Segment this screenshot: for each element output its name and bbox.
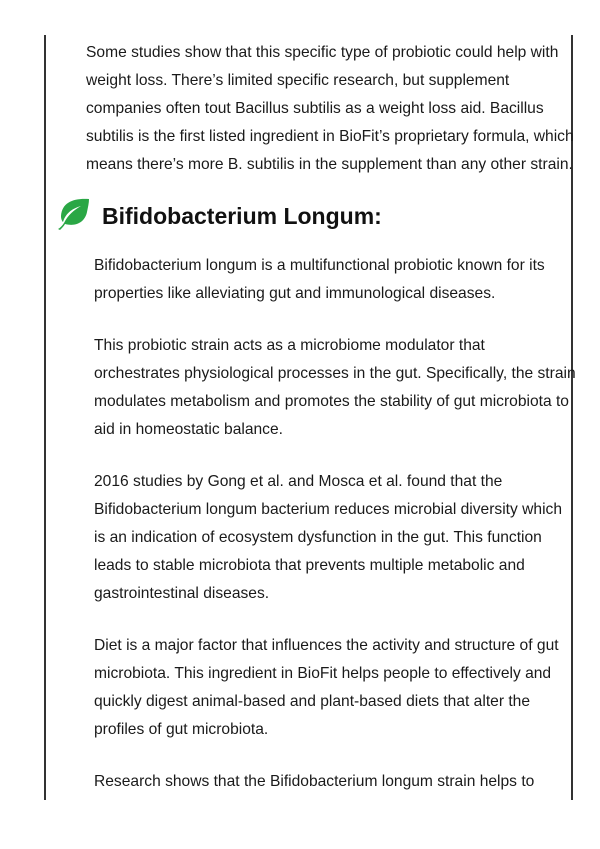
text-line: Bifidobacterium longum bacterium reduces microbial diversity which xyxy=(94,501,563,518)
left-border xyxy=(44,35,46,800)
paragraph xyxy=(94,468,562,608)
text-line: subtilis is the first listed ingredient in BioFit’s proprietary formula, which xyxy=(86,128,574,145)
text-line: is an indication of ecosystem dysfunction in the gut. This function xyxy=(94,529,542,546)
paragraph xyxy=(94,332,576,444)
text-line: This probiotic strain acts as a microbiome modulator that xyxy=(94,337,485,354)
text-line: profiles of gut microbiota. xyxy=(94,721,269,738)
intro-paragraph xyxy=(86,39,574,179)
text-line: aid in homeostatic balance. xyxy=(94,421,283,438)
text-line: leads to stable microbiota that prevents multiple metabolic and xyxy=(94,557,525,574)
text-line: Research shows that the Bifidobacterium longum strain helps to xyxy=(94,773,535,790)
text-line: means there’s more B. subtilis in the supplement than any other strain. xyxy=(86,156,573,173)
text-line: 2016 studies by Gong et al. and Mosca et al. found that the xyxy=(94,473,503,490)
text-line: modulates metabolism and promotes the stability of gut microbiota to xyxy=(94,393,569,410)
heading-title: Bifidobacterium Longum: xyxy=(102,203,382,229)
text-line: companies often tout Bacillus subtilis as a weight loss aid. Bacillus xyxy=(86,100,544,117)
text-line: properties like alleviating gut and immunological diseases. xyxy=(94,285,496,302)
text-line: quickly digest animal-based and plant-based diets that alter the xyxy=(94,693,531,710)
leaf-icon xyxy=(56,198,90,235)
text-line: orchestrates physiological processes in the gut. Specifically, the strain xyxy=(94,365,576,382)
paragraph xyxy=(94,632,559,744)
text-line: gastrointestinal diseases. xyxy=(94,585,270,602)
section-heading xyxy=(56,198,382,235)
text-line: Diet is a major factor that influences the activity and structure of gut xyxy=(94,637,559,654)
paragraph xyxy=(94,768,534,796)
text-line: microbiota. This ingredient in BioFit helps people to effectively and xyxy=(94,665,552,682)
text-line: Bifidobacterium longum is a multifunctional probiotic known for its xyxy=(94,257,545,274)
text-line: Some studies show that this specific type of probiotic could help with xyxy=(86,44,559,61)
paragraph xyxy=(94,252,545,308)
text-line: weight loss. There’s limited specific research, but supplement xyxy=(86,72,510,89)
